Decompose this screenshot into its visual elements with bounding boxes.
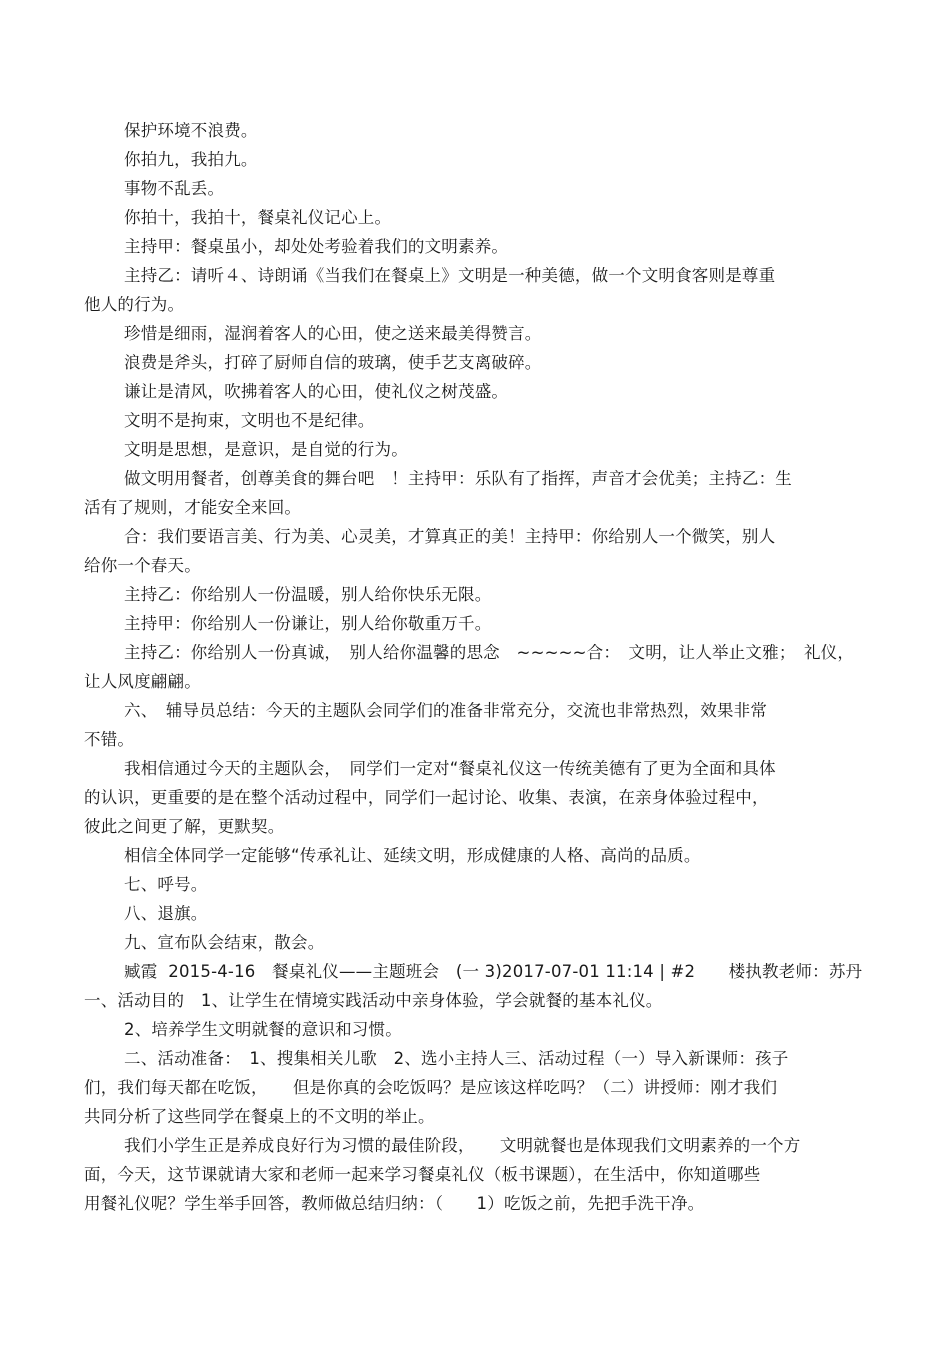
text-line: 2、培养学生文明就餐的意识和习惯。 — [124, 1020, 402, 1039]
text-line: 文明是思想，是意识，是自觉的行为。 — [124, 440, 408, 459]
paragraph — [84, 1044, 874, 1131]
text-line: 珍惜是细雨，湿润着客人的心田，使之送来最美得赞言。 — [124, 324, 542, 343]
paragraph — [84, 174, 874, 203]
text-line: 活有了规则，才能安全来回。 — [84, 498, 302, 517]
paragraph — [84, 870, 874, 899]
text-line: 二、活动准备： 1、搜集相关儿歌 2、选小主持人三、活动过程（一）导入新课师：孩子 — [124, 1049, 789, 1068]
paragraph — [84, 899, 874, 928]
text-line: 文明不是拘束，文明也不是纪律。 — [124, 411, 375, 430]
paragraph — [84, 522, 874, 580]
paragraph — [84, 638, 874, 696]
text-line: 保护环境不浪费。 — [124, 121, 258, 140]
paragraph — [84, 406, 874, 435]
text-line: 主持甲：餐桌虽小，却处处考验着我们的文明素养。 — [124, 237, 509, 256]
paragraph — [84, 435, 874, 464]
text-line: 你拍十，我拍十，餐桌礼仪记心上。 — [124, 208, 392, 227]
text-line: 事物不乱丢。 — [124, 179, 225, 198]
text-line: 浪费是斧头，打碎了厨师自信的玻璃，使手艺支离破碎。 — [124, 353, 542, 372]
text-line: 臧霞 2015-4-16 餐桌礼仪——主题班会 (一 3)2017-07-01 11:14 | #2 楼执教老师：苏丹 — [124, 962, 863, 981]
text-line: 彼此之间更了解，更默契。 — [84, 817, 285, 836]
text-line: 他人的行为。 — [84, 295, 185, 314]
text-line: 我们小学生正是养成良好行为习惯的最佳阶段， 文明就餐也是体现我们文明素养的一个方 — [124, 1136, 801, 1155]
paragraph — [84, 377, 874, 406]
paragraph — [84, 928, 874, 957]
text-line: 让人风度翩翩。 — [84, 672, 201, 691]
text-line: 主持甲：你给别人一份谦让，别人给你敬重万千。 — [124, 614, 492, 633]
paragraph — [84, 464, 874, 522]
paragraph — [84, 348, 874, 377]
text-line: 九、宣布队会结束，散会。 — [124, 933, 325, 952]
paragraph — [84, 957, 874, 1015]
text-line: 们，我们每天都在吃饭， 但是你真的会吃饭吗？是应该这样吃吗？（二）讲授师：刚才我们 — [84, 1078, 778, 1097]
paragraph — [84, 203, 874, 232]
paragraph — [84, 232, 874, 261]
paragraph — [84, 261, 874, 319]
text-line: 我相信通过今天的主题队会， 同学们一定对“餐桌礼仪这一传统美德有了更为全面和具体 — [124, 759, 776, 778]
paragraph — [84, 841, 874, 870]
text-line: 相信全体同学一定能够“传承礼让、延续文明，形成健康的人格、高尚的品质。 — [124, 846, 701, 865]
text-line: 做文明用餐者，创尊美食的舞台吧 ！主持甲：乐队有了指挥，声音才会优美；主持乙：生 — [124, 469, 792, 488]
text-line: 给你一个春天。 — [84, 556, 201, 575]
text-line: 的认识，更重要的是在整个活动过程中，同学们一起讨论、收集、表演，在亲身体验过程中， — [84, 788, 769, 807]
paragraph — [84, 319, 874, 348]
paragraph — [84, 145, 874, 174]
text-line: 用餐礼仪呢？学生举手回答，教师做总结归纳：（ 1）吃饭之前，先把手洗干净。 — [84, 1194, 705, 1213]
text-line: 主持乙：请听４、诗朗诵《当我们在餐桌上》文明是一种美德，做一个文明食客则是尊重 — [124, 266, 776, 285]
text-line: 主持乙：你给别人一份真诚， 别人给你温馨的思念 ~~~~~合： 文明，让人举止文雅； 礼仪， — [124, 643, 855, 662]
paragraph — [84, 754, 874, 841]
paragraph — [84, 696, 874, 754]
paragraph — [84, 1131, 874, 1218]
paragraph — [84, 1015, 874, 1044]
paragraph — [84, 116, 874, 145]
paragraph — [84, 609, 874, 638]
text-line: 谦让是清风，吹拂着客人的心田，使礼仪之树茂盛。 — [124, 382, 509, 401]
text-line: 合：我们要语言美、行为美、心灵美，才算真正的美！主持甲：你给别人一个微笑，别人 — [124, 527, 776, 546]
text-line: 不错。 — [84, 730, 135, 749]
text-line: 八、退旗。 — [124, 904, 208, 923]
text-line: 一、活动目的 1、让学生在情境实践活动中亲身体验，学会就餐的基本礼仪。 — [84, 991, 663, 1010]
text-line: 七、呼号。 — [124, 875, 208, 894]
document-body — [84, 116, 874, 1218]
paragraph — [84, 580, 874, 609]
text-line: 六、 辅导员总结：今天的主题队会同学们的准备非常充分，交流也非常热烈，效果非常 — [124, 701, 768, 720]
text-line: 主持乙：你给别人一份温暖，别人给你快乐无限。 — [124, 585, 492, 604]
text-line: 共同分析了这些同学在餐桌上的不文明的举止。 — [84, 1107, 435, 1126]
text-line: 你拍九，我拍九。 — [124, 150, 258, 169]
text-line: 面，今天，这节课就请大家和老师一起来学习餐桌礼仪（板书课题），在生活中，你知道哪些 — [84, 1165, 761, 1184]
